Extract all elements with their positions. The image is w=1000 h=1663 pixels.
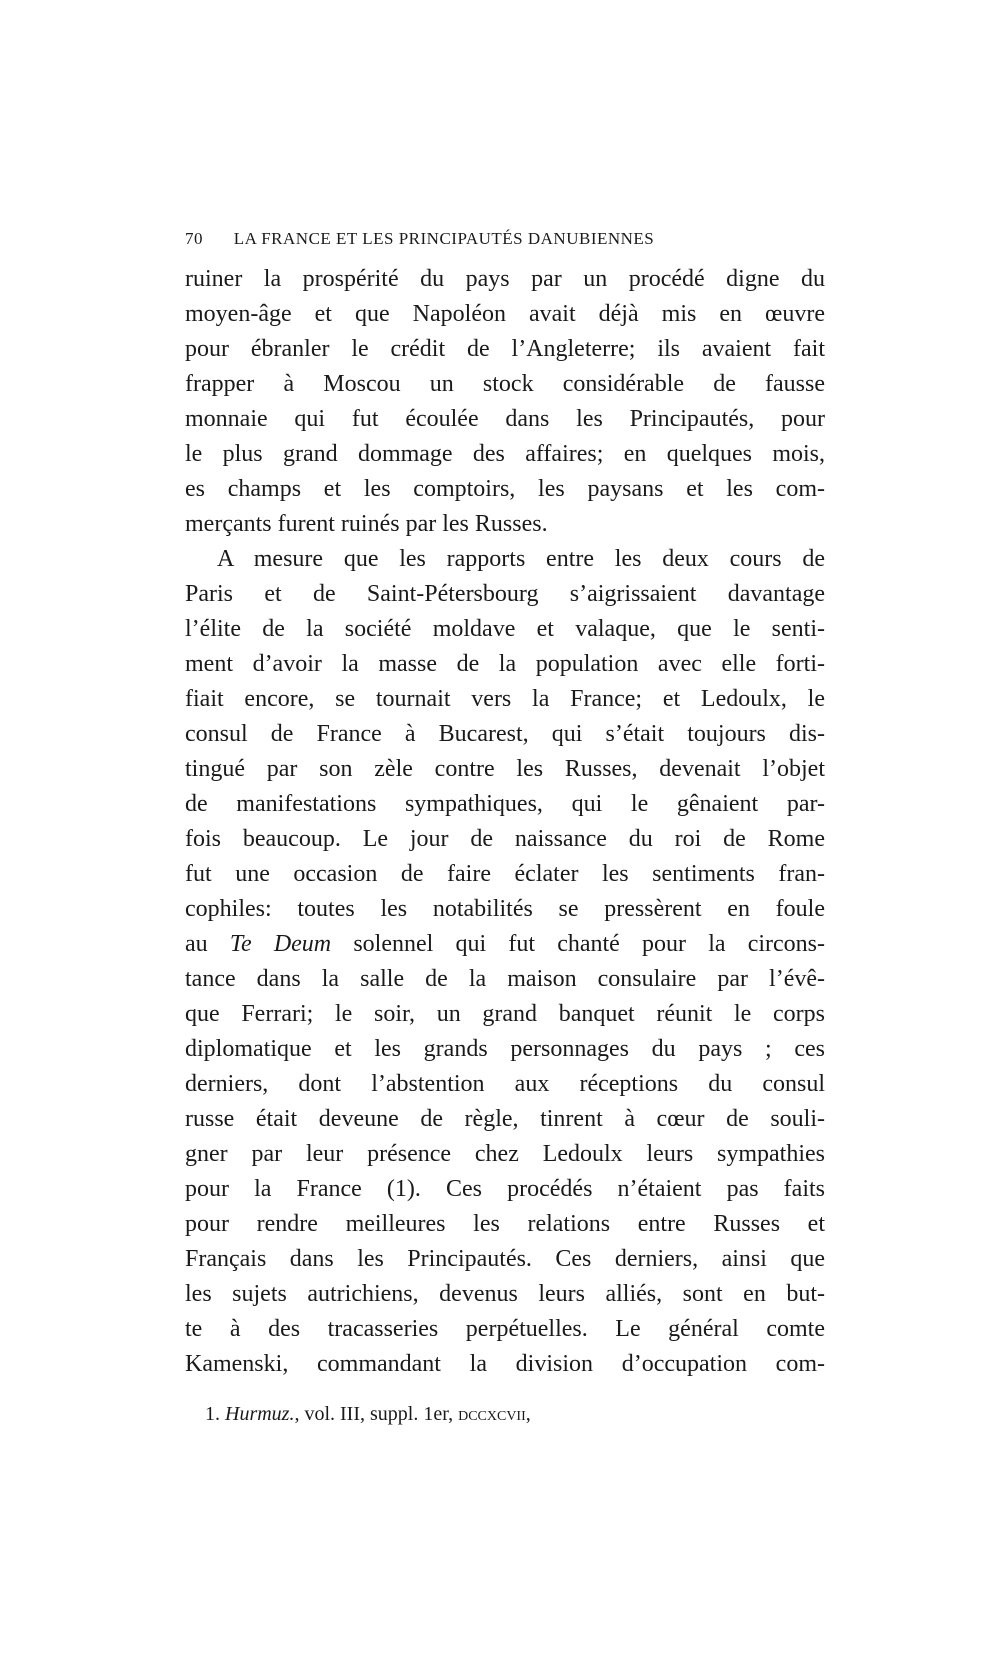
footnote-ref: Hurmuz. [225,1403,295,1425]
text-line: ment d’avoir la masse de la population avec elle forti- [185,651,825,677]
text-line: le plus grand dommage des affaires; en quelques mois, [185,441,825,467]
page-number: 70 [185,229,203,248]
text-line: Français dans les Principautés. Ces derniers, ainsi que [185,1246,825,1272]
footnote-number: 1. [205,1403,220,1425]
text-line: pour rendre meilleures les relations entre Russes et [185,1211,825,1237]
text-segment: au [185,931,230,957]
text-italic-te-deum: Te Deum [229,931,332,957]
text-line-te-deum [185,927,825,962]
text-line: les sujets autrichiens, devenus leurs alliés, sont en but- [185,1281,825,1307]
text-line: que Ferrari; le soir, un grand banquet réunit le corps [185,1001,825,1027]
footnote-text: , vol. III, suppl. 1er, [294,1403,459,1425]
footnote [205,1400,805,1428]
running-header [185,228,825,250]
text-segment: solennel qui fut chanté pour la circons- [331,931,825,957]
text-line: Kamenski, commandant la division d’occupation com- [185,1351,825,1377]
text-line: Paris et de Saint-Pétersbourg s’aigrissaient davantage [185,581,825,607]
text-line: monnaie qui fut écoulée dans les Principautés, pour [185,406,825,432]
text-line: derniers, dont l’abstention aux réceptions du consul [185,1071,825,1097]
text-line: diplomatique et les grands personnages du pays ; ces [185,1036,825,1062]
body-text [185,262,825,1382]
text-line: tingué par son zèle contre les Russes, devenait l’objet [185,756,825,782]
text-line: te à des tracasseries perpétuelles. Le général comte [185,1316,825,1342]
text-line: pour ébranler le crédit de l’Angleterre; ils avaient fait [185,336,825,362]
text-line: A mesure que les rapports entre les deux cours de [217,546,825,572]
text-line: l’élite de la société moldave et valaque, que le senti- [185,616,825,642]
text-line: merçants furent ruinés par les Russes. [185,511,548,537]
text-line: russe était deveune de règle, tinrent à cœur de souli- [185,1106,825,1132]
text-line: cophiles: toutes les notabilités se pressèrent en foule [185,896,825,922]
text-line: gner par leur présence chez Ledoulx leurs sympathies [185,1141,825,1167]
text-line: pour la France (1). Ces procédés n’étaient pas faits [185,1176,825,1202]
text-line: fois beaucoup. Le jour de naissance du roi de Rome [185,826,825,852]
text-line: fiait encore, se tournait vers la France; et Ledoulx, le [185,686,825,712]
running-title: LA FRANCE ET LES PRINCIPAUTÉS DANUBIENNES [233,229,655,248]
text-line: ruiner la prospérité du pays par un procédé digne du [185,266,825,292]
text-line: frapper à Moscou un stock considérable de fausse [185,371,825,397]
text-line: moyen-âge et que Napoléon avait déjà mis en œuvre [185,301,825,327]
text-line: es champs et les comptoirs, les paysans et les com- [185,476,825,502]
text-line: consul de France à Bucarest, qui s’était toujours dis- [185,721,825,747]
text-line: tance dans la salle de la maison consulaire par l’évê- [185,966,825,992]
text-line: de manifestations sympathiques, qui le gênaient par- [185,791,825,817]
text-line: fut une occasion de faire éclater les sentiments fran- [185,861,825,887]
footnote-roman: dccxcvii, [458,1403,531,1425]
